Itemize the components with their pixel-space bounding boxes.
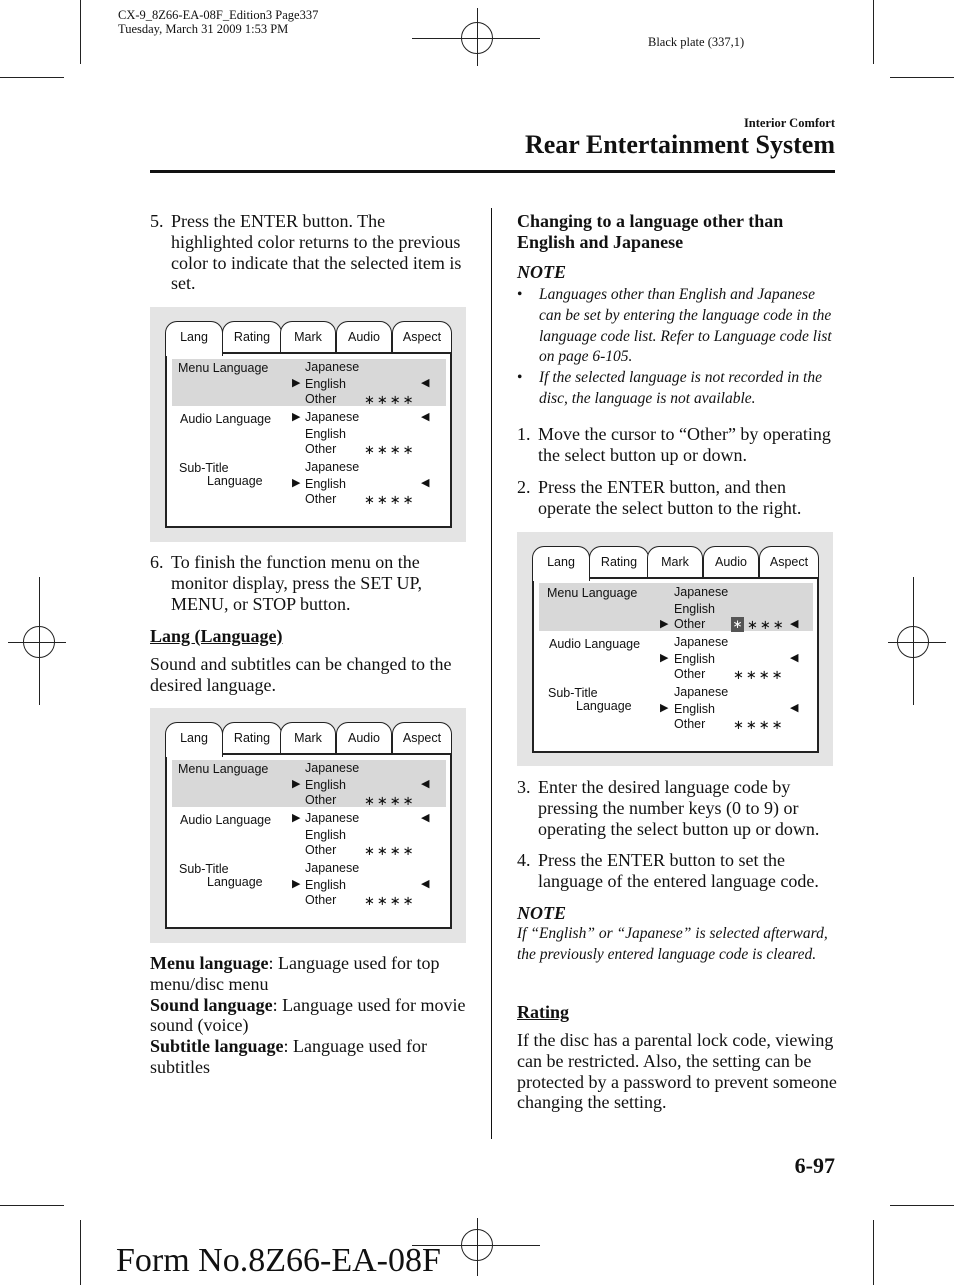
code-stars: ∗∗∗	[747, 618, 786, 633]
column-divider	[491, 208, 492, 1139]
form-number: Form No.8Z66-EA-08F	[116, 1242, 441, 1279]
subtitle-label: Sub-Title	[179, 862, 229, 876]
arrow-left-icon: ◀	[790, 651, 799, 664]
definition-menu: Menu language: Language used for top menu/disc menu	[150, 953, 440, 994]
note-bullet-2: • If the selected language is not recorded in the disc, the language is not available.	[517, 369, 822, 407]
option-english: English	[305, 427, 346, 441]
code-stars: ∗∗∗∗	[733, 668, 785, 683]
tab-mark: Mark	[280, 722, 336, 755]
option-japanese: Japanese	[305, 410, 360, 424]
definition-subtitle: Subtitle language: Language used for subtitles	[150, 1036, 427, 1077]
arrow-right-icon: ▶	[660, 651, 669, 664]
option-other: Other	[305, 843, 337, 857]
arrow-right-icon: ▶	[660, 617, 669, 630]
option-japanese: Japanese	[305, 460, 360, 474]
print-header-plate: Black plate (337,1)	[648, 35, 745, 49]
arrow-left-icon: ◀	[421, 811, 430, 824]
option-english: English	[305, 828, 346, 842]
arrow-right-icon: ▶	[292, 376, 301, 389]
code-stars: ∗∗∗∗	[364, 794, 416, 809]
arrow-left-icon: ◀	[421, 877, 430, 890]
screen-figure-step5	[150, 307, 466, 542]
arrow-left-icon: ◀	[421, 410, 430, 423]
option-japanese: Japanese	[674, 585, 729, 599]
tab-lang: Lang	[165, 321, 223, 356]
audio-language-label: Audio Language	[549, 637, 641, 651]
option-english: English	[305, 377, 346, 391]
page-number: 6-97	[794, 1153, 835, 1178]
code-stars: ∗∗∗∗	[364, 393, 416, 408]
option-english: English	[305, 477, 346, 491]
print-header-date: Tuesday, March 31 2009 1:53 PM	[118, 22, 289, 36]
code-stars: ∗∗∗∗	[364, 844, 416, 859]
screen-figure-lang	[150, 708, 466, 943]
page-title: Rear Entertainment System	[524, 130, 835, 159]
menu-language-label: Menu Language	[178, 361, 269, 375]
note-label: NOTE	[517, 262, 566, 282]
option-japanese: Japanese	[674, 685, 729, 699]
option-other: Other	[305, 442, 337, 456]
rating-text: If the disc has a parental lock code, viewing can be restricted. Also, the setting can be protected by a password to prevent someone changing the setting.	[517, 1030, 837, 1113]
changing-language-heading: Changing to a language other than English and Japanese	[517, 211, 784, 252]
tab-lang: Lang	[532, 546, 590, 581]
cursor-highlight: ∗	[732, 617, 743, 631]
subtitle-label-2: Language	[207, 875, 263, 889]
lang-heading: Lang (Language)	[150, 626, 283, 646]
tab-rating: Rating	[222, 321, 282, 354]
option-japanese: Japanese	[674, 635, 729, 649]
language-definitions	[150, 953, 468, 1078]
audio-language-label: Audio Language	[180, 412, 272, 426]
tab-aspect: Aspect	[392, 722, 452, 755]
menu-language-label: Menu Language	[547, 586, 638, 600]
tab-audio: Audio	[336, 722, 392, 755]
arrow-right-icon: ▶	[292, 476, 301, 489]
lang-intro: Sound and subtitles can be changed to the desired language.	[150, 654, 452, 695]
code-stars: ∗∗∗∗	[733, 718, 785, 733]
arrow-left-icon: ◀	[790, 617, 799, 630]
subtitle-label-2: Language	[207, 474, 263, 488]
arrow-left-icon: ◀	[421, 476, 430, 489]
option-other: Other	[674, 617, 706, 631]
arrow-right-icon: ▶	[292, 877, 301, 890]
definition-sound: Sound language: Language used for movie sound (voice)	[150, 994, 466, 1036]
arrow-right-icon: ▶	[292, 811, 301, 824]
tab-audio: Audio	[336, 321, 392, 354]
arrow-right-icon: ▶	[292, 777, 301, 790]
subtitle-label-2: Language	[576, 699, 632, 713]
option-other: Other	[305, 492, 337, 506]
option-english: English	[674, 652, 715, 666]
option-other: Other	[674, 667, 706, 681]
tab-aspect: Aspect	[759, 546, 819, 579]
arrow-right-icon: ▶	[292, 410, 301, 423]
tab-rating: Rating	[222, 722, 282, 755]
code-stars: ∗∗∗∗	[364, 443, 416, 458]
option-english: English	[674, 702, 715, 716]
note-bullet-1: • Languages other than English and Japanese can be set by entering the language code in the language code list. Refer to Language code list on page 6-105.	[517, 286, 832, 366]
option-other: Other	[305, 793, 337, 807]
code-stars: ∗∗∗∗	[364, 493, 416, 508]
arrow-left-icon: ◀	[421, 777, 430, 790]
print-header-file: CX-9_8Z66-EA-08F_Edition3 Page337	[118, 8, 319, 22]
option-english: English	[305, 878, 346, 892]
subtitle-label: Sub-Title	[548, 686, 598, 700]
tab-mark: Mark	[647, 546, 703, 579]
code-stars: ∗∗∗∗	[364, 894, 416, 909]
option-japanese: Japanese	[305, 811, 360, 825]
tab-rating: Rating	[589, 546, 649, 579]
option-other: Other	[305, 893, 337, 907]
monitor-screen	[165, 753, 452, 929]
option-japanese: Japanese	[305, 360, 360, 374]
audio-language-label: Audio Language	[180, 813, 272, 827]
header-rule	[150, 170, 835, 173]
tab-mark: Mark	[280, 321, 336, 354]
monitor-screen	[165, 352, 452, 528]
option-japanese: Japanese	[305, 861, 360, 875]
menu-language-label: Menu Language	[178, 762, 269, 776]
arrow-left-icon: ◀	[421, 376, 430, 389]
note-label-2: NOTE	[517, 903, 566, 923]
option-other: Other	[305, 392, 337, 406]
option-japanese: Japanese	[305, 761, 360, 775]
option-english: English	[674, 602, 715, 616]
rating-heading: Rating	[517, 1002, 570, 1022]
subtitle-label: Sub-Title	[179, 461, 229, 475]
tab-aspect: Aspect	[392, 321, 452, 354]
section-category: Interior Comfort	[743, 116, 835, 130]
tab-audio: Audio	[703, 546, 759, 579]
option-english: English	[305, 778, 346, 792]
tab-lang: Lang	[165, 722, 223, 757]
note-text-2: If “English” or “Japanese” is selected afterward, the previously entered language code is cleared.	[517, 925, 828, 963]
option-other: Other	[674, 717, 706, 731]
arrow-left-icon: ◀	[790, 701, 799, 714]
screen-figure-other	[517, 532, 833, 766]
arrow-right-icon: ▶	[660, 701, 669, 714]
monitor-screen	[532, 577, 819, 753]
